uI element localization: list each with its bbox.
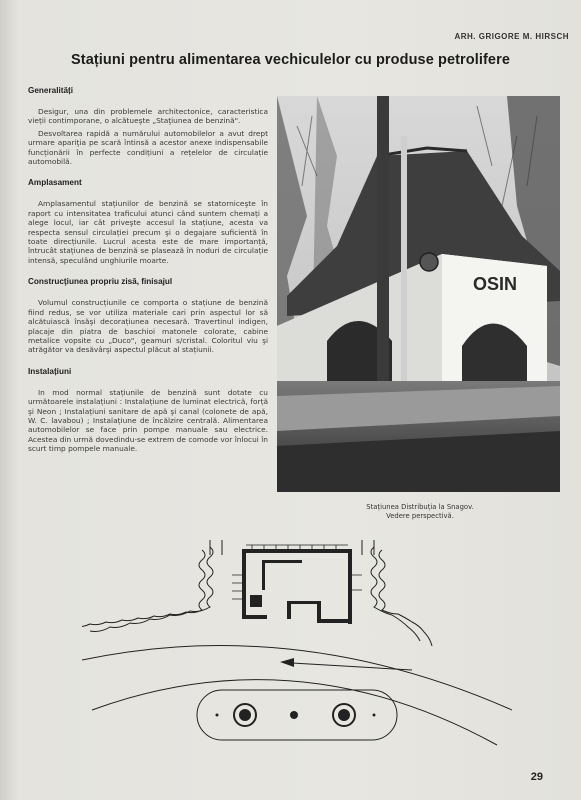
site-plan-drawing [82, 535, 512, 750]
section-heading: Generalități [28, 86, 74, 95]
section-heading: Construcţiunea propriu zisă, finisajul [28, 277, 173, 287]
section-amplasament [28, 178, 268, 265]
paragraph: Desvoltarea rapidă a numărului automobilelor a avut drept urmare apariţia pe scară întinsă a acestor anexe indispensabile funcționării în perfecte condițiuni a rețelelor de circulație automobilă. [28, 128, 268, 167]
station-photo [277, 96, 560, 492]
section-generalitati [28, 86, 268, 166]
building-plan [242, 549, 352, 624]
pump-right [333, 704, 355, 726]
caption-line: Vedere perspectivă. [386, 512, 454, 520]
paragraph: Desigur, una din problemele architectonice, caracteristica vieții contimporane, o alcătueşte „Staţiunea de benzină". [28, 107, 268, 126]
section-heading: Amplasament [28, 178, 82, 188]
section-instalatiuni [28, 367, 268, 454]
station-sign: OSIN [472, 274, 518, 294]
paragraph: Volumul construcțiunile ce comporta o stațiune de benzină fiind redus, se vor utiliza materiale cari prin aspectul lor să alcătuiască însăşi decorațiunea necesară. Travertinul indigen, placaje din piatra de baschioi matonele colorate, cabine metalice vopsite cu „Duco", geamuri s/cristal. Coloritul viu şi atrăgător va desăvârşi aspectul plăcut al stațiunii. [28, 298, 268, 355]
page-number: 29 [530, 771, 543, 783]
caption-line: Stațiunea Distribuția la Snagov. [366, 503, 474, 511]
section-heading: Instalațiuni [28, 366, 72, 376]
text-column [28, 86, 268, 466]
author-header: ARH. GRIGORE M. HIRSCH [454, 32, 569, 41]
photo-caption [300, 503, 540, 521]
pump-left [234, 704, 256, 726]
paragraph: In mod normal stațiunile de benzină sunt dotate cu următoarele instalațiuni : Instalațiune de luminat electrică, forță şi Neon ; Instalațiuni sanitare de apă şi canal (colonete de apă, W. C. lavabou) ; Instalațiune de încălzire centrală. Alimentarea automobilelor se face prin pompe manuale sau electrice. Acestea din urmă dovedindu-se extrem de comode vor înlocui în scurt timp pompele manuale. [28, 387, 268, 454]
page-title: Stațiuni pentru alimentarea vechiculelor cu produse petrolifere [71, 52, 510, 68]
paragraph: Amplasamentul stațiunilor de benzină se statorniceşte în raport cu intensitatea traficului atunci când suntem chemați a alege locul, iar cât priveşte accesul la stațiune, acesta va respecta sensul circulației precum şi o degajare suficientă în toate direcțiunile. Lucrul acesta este de mare importanță, întrucât stațiunea de benzină se plasează în noduri de circulație intensă, speculând unghiurile moarte. [28, 199, 268, 265]
section-constructiunea [28, 277, 268, 354]
